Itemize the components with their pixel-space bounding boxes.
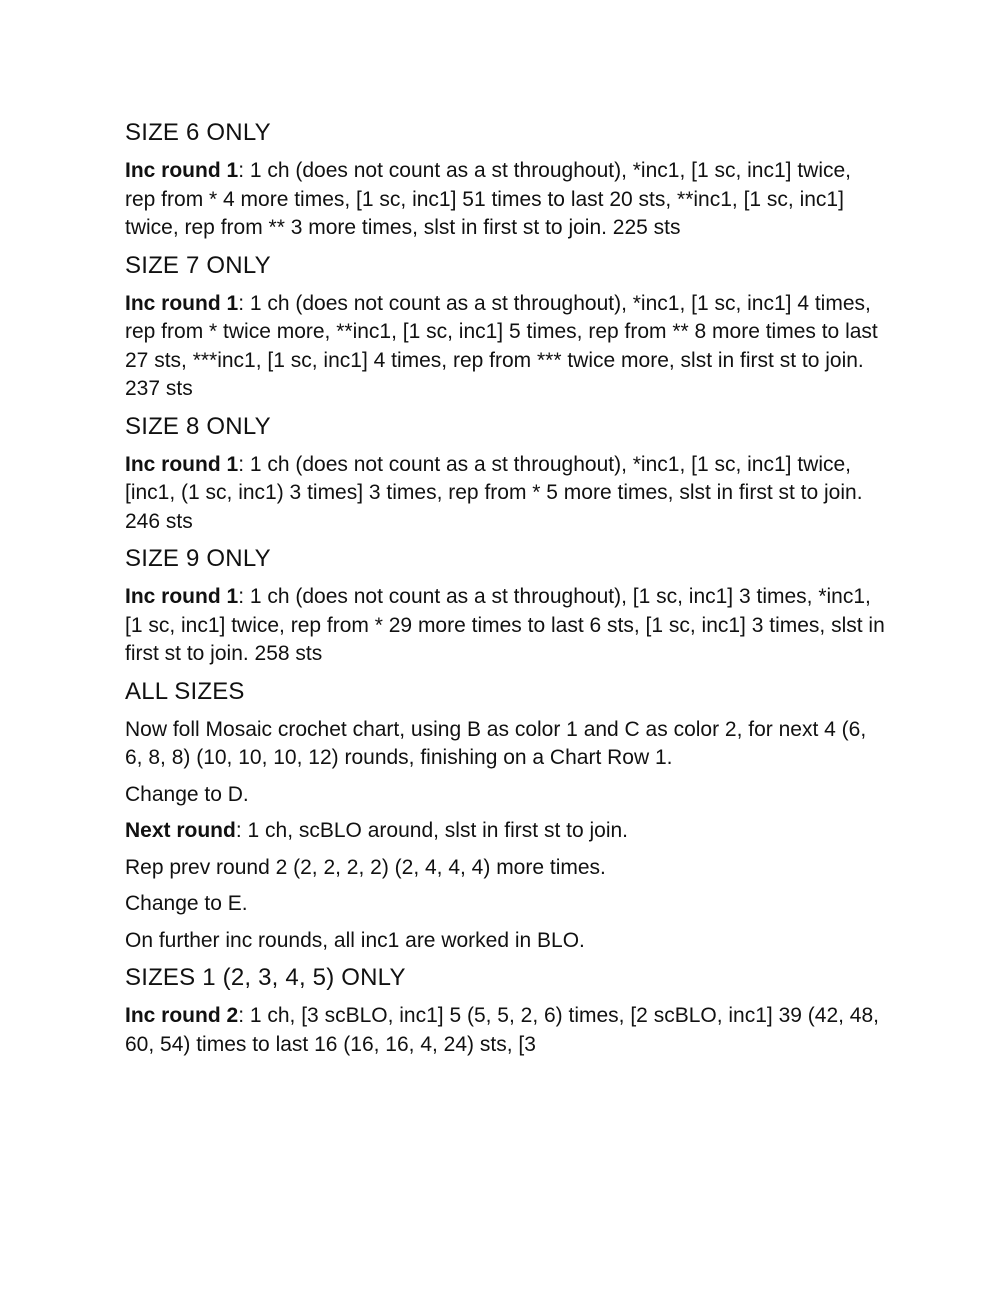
section-size-8 xyxy=(125,412,885,537)
section-heading: SIZE 9 ONLY xyxy=(125,545,271,572)
section-size-9 xyxy=(125,544,885,669)
instruction-paragraph xyxy=(125,583,885,669)
instruction-paragraph xyxy=(125,817,885,846)
round-label: Next round xyxy=(125,819,236,842)
instruction-text: : 1 ch (does not count as a st throughout), *inc1, [1 sc, inc1] twice, [inc1, (1 sc, inc1) 3 times] 3 times, rep from * 5 more times, slst in first st to join. 246 sts xyxy=(125,452,863,533)
instruction-text: Change to D. xyxy=(125,782,249,806)
instruction-text: : 1 ch (does not count as a st throughout), *inc1, [1 sc, inc1] 4 times, rep from * twice more, **inc1, [1 sc, inc1] 5 times, rep from ** 8 more times to last 27 sts, ***inc1, [1 sc, inc1] 4 times, rep from *** twice more, slst in first st to join. 237 sts xyxy=(125,291,878,400)
section-size-7 xyxy=(125,251,885,404)
section-heading: SIZE 7 ONLY xyxy=(125,251,271,279)
section-heading: SIZES 1 (2, 3, 4, 5) ONLY xyxy=(125,964,406,991)
round-label: Inc round 1 xyxy=(125,452,239,476)
instruction-text: On further inc rounds, all inc1 are worked in BLO. xyxy=(125,928,585,952)
instruction-text: : 1 ch, [3 scBLO, inc1] 5 (5, 5, 2, 6) times, [2 scBLO, inc1] 39 (42, 48, 60, 54) times to last 16 (16, 16, 4, 24) sts, [3 xyxy=(125,1004,879,1056)
instruction-paragraph xyxy=(125,927,885,956)
document-body xyxy=(125,118,885,1067)
instruction-text: Now foll Mosaic crochet chart, using B as color 1 and C as color 2, for next 4 (6, 6, 8, 8) (10, 10, 10, 12) rounds, finishing on a Chart Row 1. xyxy=(125,717,867,769)
instruction-paragraph xyxy=(125,781,885,810)
instruction-text: : 1 ch (does not count as a st throughout), [1 sc, inc1] 3 times, *inc1, [1 sc, inc1] twice, rep from * 29 more times to last 6 sts, [1 sc, inc1] 3 times, slst in first st to join. 258 sts xyxy=(125,585,885,665)
instruction-text: : 1 ch (does not count as a st throughout), *inc1, [1 sc, inc1] twice, rep from * 4 more times, [1 sc, inc1] 51 times to last 20 sts, **inc1, [1 sc, inc1] twice, rep from ** 3 more times, slst in first st to join. 225 sts xyxy=(125,159,852,239)
instruction-paragraph xyxy=(125,716,885,773)
instruction-paragraph xyxy=(125,1002,885,1059)
instruction-text: Change to E. xyxy=(125,892,248,915)
round-label: Inc round 1 xyxy=(125,159,239,182)
round-label: Inc round 2 xyxy=(125,1004,239,1027)
instruction-text: Rep prev round 2 (2, 2, 2, 2) (2, 4, 4, 4) more times. xyxy=(125,855,606,879)
instruction-paragraph xyxy=(125,451,885,537)
section-sizes-1-5 xyxy=(125,963,885,1059)
section-heading: SIZE 6 ONLY xyxy=(125,119,271,146)
section-heading: SIZE 8 ONLY xyxy=(125,412,271,440)
section-size-6 xyxy=(125,118,885,243)
instruction-paragraph xyxy=(125,157,885,243)
instruction-paragraph xyxy=(125,890,885,919)
round-label: Inc round 1 xyxy=(125,585,239,608)
round-label: Inc round 1 xyxy=(125,291,239,315)
instruction-paragraph xyxy=(125,290,885,404)
instruction-paragraph xyxy=(125,854,885,883)
section-heading: ALL SIZES xyxy=(125,677,245,705)
section-all-sizes xyxy=(125,677,885,956)
instruction-text: : 1 ch, scBLO around, slst in first st to join. xyxy=(235,819,629,842)
